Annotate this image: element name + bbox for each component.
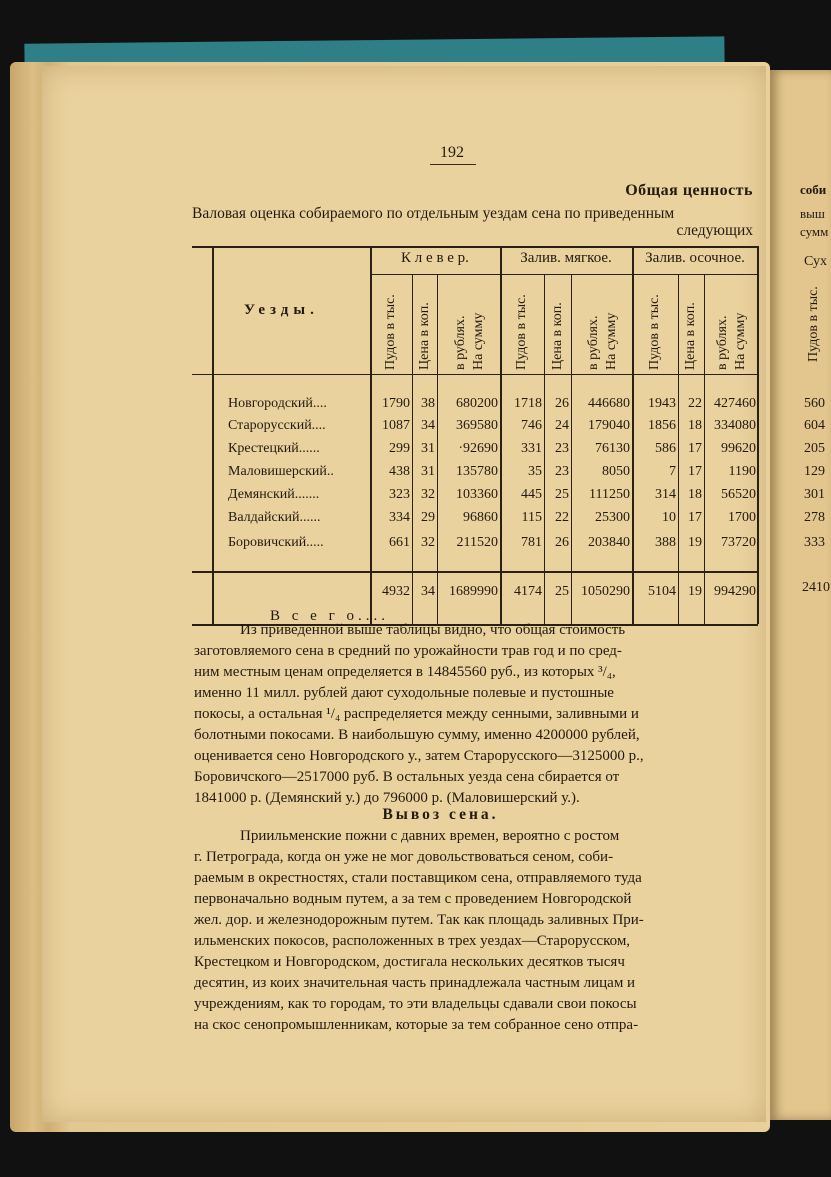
column-header-pud: Пудов в тыс. (647, 294, 662, 370)
next-page-fragment (770, 70, 831, 1120)
row-uezd-name: Старорусский.... (228, 418, 326, 433)
text-line: болотными покосами. В наибольшую сумму, именно 4200000 рублей, (194, 727, 640, 743)
table-top-rule (192, 246, 758, 248)
total-cell: 4174 (514, 584, 542, 599)
text-line: Приильменские пожни с давних времен, вероятно с ростом (240, 828, 620, 844)
page-number-underline (430, 164, 476, 165)
table-cell: 29 (421, 510, 435, 525)
total-cell: 34 (421, 584, 435, 599)
total-label: В с е г о.... (270, 608, 389, 624)
row-uezd-name: Новгородский.... (228, 396, 327, 411)
total-cell: 19 (688, 584, 702, 599)
table-cell: 17 (688, 441, 702, 456)
table-cell: 661 (389, 535, 410, 550)
next-page-col-head: Пудов в тыс. (806, 286, 821, 362)
table-cell: 1190 (728, 464, 756, 479)
table-cell: 323 (389, 487, 410, 502)
table-cell: 76130 (595, 441, 630, 456)
text-line: десятин, из коих значительная часть принадлежала частным лицам и (194, 975, 636, 991)
total-cell: 994290 (714, 584, 756, 599)
text-line: учреждениям, как то городам, то эти владельцы сдавали свои покосы (194, 996, 637, 1012)
column-header-pud: Пудов в тыс. (514, 294, 529, 370)
next-page-value: 278 (804, 510, 825, 525)
paragraph-2 (194, 826, 726, 1036)
table-cell: 31 (421, 441, 435, 456)
text-line: 1841000 р. (Демянский у.) до 796000 р. (Маловишерский у.). (194, 790, 580, 806)
table-cell: 388 (655, 535, 676, 550)
table-cell: 35 (528, 464, 542, 479)
table-cell: 334080 (714, 418, 756, 433)
table-cell: 1700 (728, 510, 756, 525)
table-cell: 18 (688, 487, 702, 502)
group-header-rule (370, 274, 758, 275)
next-page-value: 333 (804, 535, 825, 550)
next-page-value: 560 (804, 396, 825, 411)
hay-value-table (192, 246, 758, 628)
total-cell: 25 (555, 584, 569, 599)
page-number: 192 (440, 144, 464, 161)
text-line: г. Петрограда, когда он уже не мог довольствоваться сеном, соби- (194, 849, 614, 865)
header-bottom-rule (192, 374, 758, 375)
left-border (212, 246, 214, 624)
table-cell: 31 (421, 464, 435, 479)
table-cell: 24 (555, 418, 569, 433)
text-line: заготовляемого сена в средний по урожайности трав год и по сред- (194, 643, 622, 659)
table-cell: 22 (555, 510, 569, 525)
rows-header: Уезды. (244, 302, 319, 318)
table-cell: 25300 (595, 510, 630, 525)
table-cell: 1718 (514, 396, 542, 411)
table-cell: 26 (555, 535, 569, 550)
table-cell: 26 (555, 396, 569, 411)
table-cell: 23 (555, 441, 569, 456)
next-page-value: 301 (804, 487, 825, 502)
table-cell: 334 (389, 510, 410, 525)
next-page-group-head: Сух (804, 254, 827, 269)
total-cell: 4932 (382, 584, 410, 599)
column-header-rub: в рублях. (715, 315, 730, 370)
next-page-value: 129 (804, 464, 825, 479)
column-header-price: Цена в коп. (683, 302, 698, 370)
table-cell: 73720 (721, 535, 756, 550)
total-cell: 5104 (648, 584, 676, 599)
group-divider (370, 246, 372, 624)
table-cell: 680200 (456, 396, 498, 411)
table-cell: 586 (655, 441, 676, 456)
table-cell: 438 (389, 464, 410, 479)
table-cell: 17 (688, 464, 702, 479)
total-top-rule (192, 571, 758, 573)
table-cell: 135780 (456, 464, 498, 479)
text-line: первоначально водным путем, а за тем с проведением Новгородской (194, 891, 632, 907)
text-line: раемым в окрестностях, стали поставщиком сена, отправляемого туда (194, 870, 642, 886)
table-cell: 179040 (588, 418, 630, 433)
group-divider (500, 246, 502, 624)
table-cell: 203840 (588, 535, 630, 550)
table-cell: 32 (421, 535, 435, 550)
group-header: Залив. мягкое. (520, 250, 612, 266)
table-cell: 7 (669, 464, 676, 479)
column-header-price: Цена в коп. (549, 302, 565, 370)
next-page-total: 2410 (802, 580, 830, 595)
table-cell: 99620 (721, 441, 756, 456)
table-cell: 115 (521, 510, 542, 525)
table-cell: 56520 (721, 487, 756, 502)
column-header-pud: Пудов в тыс. (383, 294, 398, 370)
table-cell: 746 (521, 418, 542, 433)
table-cell: 445 (521, 487, 542, 502)
right-border (757, 246, 759, 624)
table-cell: 1790 (382, 396, 410, 411)
table-cell: 1943 (648, 396, 676, 411)
row-uezd-name: Крестецкий...... (228, 441, 320, 456)
table-cell: 10 (662, 510, 676, 525)
table-cell: 1856 (648, 418, 676, 433)
column-header-price: Цена в коп. (416, 302, 432, 370)
table-cell: ·92690 (458, 441, 498, 456)
column-header-sum: На сумму (603, 312, 619, 370)
group-divider (632, 246, 634, 624)
text-line: оценивается сено Новгородского у., затем Старорусского—3125000 р., (194, 748, 644, 764)
table-cell: 18 (688, 418, 702, 433)
table-cell: 8050 (602, 464, 630, 479)
text-line: ним местным ценам определяется в 14845560 руб., из которых ³/₄, (194, 664, 616, 680)
next-page-line1: выш (800, 206, 825, 221)
group-header: Залив. осочное. (645, 250, 745, 266)
total-cell: 1689990 (449, 584, 498, 599)
table-cell: 369580 (456, 418, 498, 433)
column-header-sum: На сумму (733, 312, 748, 370)
table-cell: 32 (421, 487, 435, 502)
section-title: Вывоз сена. (382, 806, 499, 823)
table-cell: 446680 (588, 396, 630, 411)
column-header-rub: в рублях. (452, 315, 468, 370)
table-cell: 427460 (714, 396, 756, 411)
table-cell: 1087 (382, 418, 410, 433)
paragraph-1 (194, 620, 726, 809)
table-cell: 23 (555, 464, 569, 479)
table-subtitle-line1: Валовая оценка собираемого по отдельным уездам сена по приведенным (192, 205, 675, 222)
table-cell: 111250 (589, 487, 630, 502)
table-cell: 314 (655, 487, 676, 502)
table-subtitle-line2: следующих (676, 222, 753, 239)
next-page-title-fragment: соби (800, 182, 827, 197)
table-cell: 211520 (456, 535, 498, 550)
text-line: покосы, а остальная ¹/₄ распределяется между сенными, заливными и (194, 706, 639, 722)
text-line: Боровичского—2517000 руб. В остальных уезда сена сбирается от (194, 769, 620, 785)
text-line: на скос сенопромышленникам, которые за тем собранное сено отпра- (194, 1017, 639, 1033)
table-cell: 19 (688, 535, 702, 550)
row-uezd-name: Боровичский..... (228, 535, 324, 550)
text-line: Из приведенной выше таблицы видно, что общая стоимость (240, 622, 626, 638)
table-cell: 34 (421, 418, 435, 433)
table-cell: 781 (521, 535, 542, 550)
row-uezd-name: Демянский....... (228, 487, 320, 502)
group-header: К л е в е р. (401, 250, 469, 266)
table-cell: 38 (421, 396, 435, 411)
next-page-value: 604 (804, 418, 825, 433)
row-uezd-name: Валдайский...... (228, 510, 321, 525)
text-line: ильменских покосов, расположенных в трех уездах—Старорусском, (194, 933, 631, 949)
row-uezd-name: Маловишерский.. (228, 464, 334, 479)
column-header-sum: На сумму (470, 312, 486, 370)
table-cell: 103360 (456, 487, 498, 502)
next-page-value: 205 (804, 441, 825, 456)
text-line: именно 11 милл. рублей дают суходольные полевые и пустошные (194, 685, 614, 701)
table-cell: 331 (521, 441, 542, 456)
total-cell: 1050290 (581, 584, 630, 599)
table-cell: 96860 (463, 510, 498, 525)
page-title: Общая ценность (625, 182, 753, 199)
next-page-line2: сумм (800, 224, 829, 239)
text-line: Крестецком и Новгородском, достигала нескольких десятков тысяч (194, 954, 625, 970)
table-cell: 17 (688, 510, 702, 525)
table-cell: 25 (555, 487, 569, 502)
column-header-rub: в рублях. (585, 315, 601, 370)
table-cell: 299 (389, 441, 410, 456)
text-line: жел. дор. и железнодорожным путем. Так как площадь заливных При- (194, 912, 644, 928)
table-cell: 22 (688, 396, 702, 411)
